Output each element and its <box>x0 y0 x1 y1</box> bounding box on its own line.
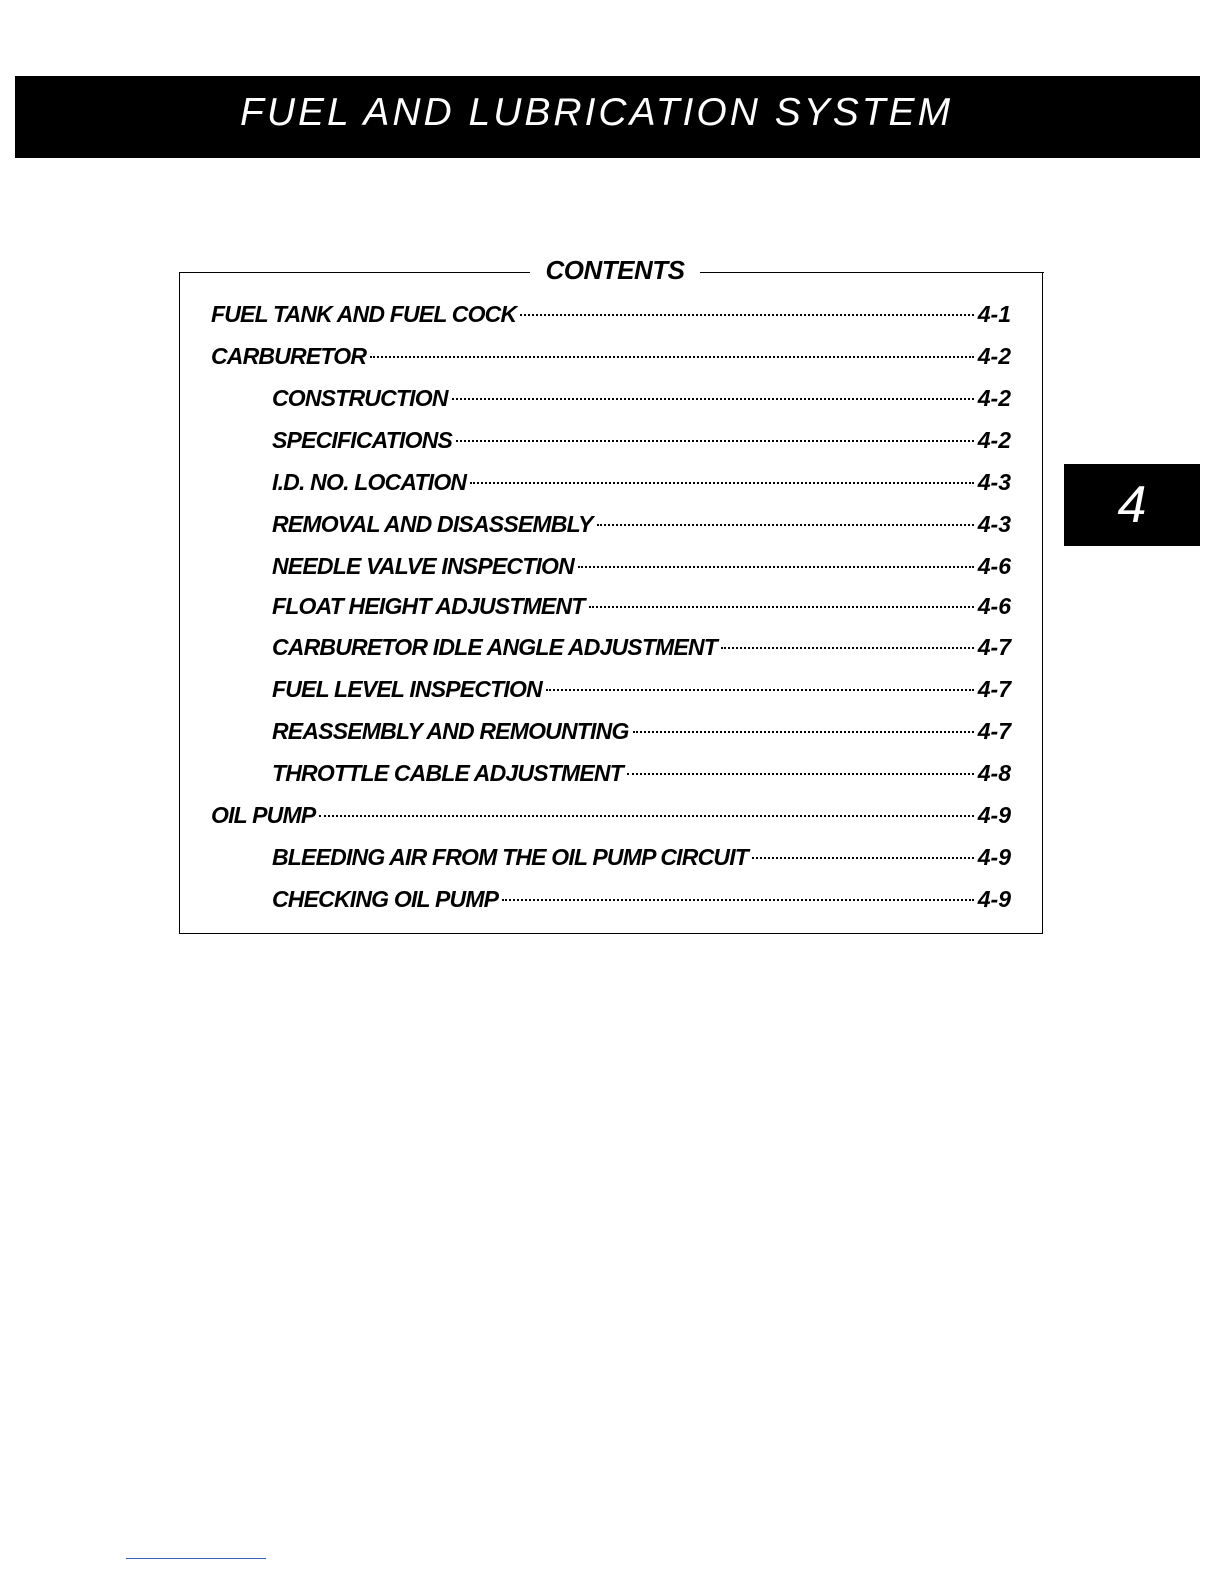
toc-entry-label: CARBURETOR IDLE ANGLE ADJUSTMENT <box>272 634 718 660</box>
toc-border-right <box>692 272 1044 273</box>
toc-entry[interactable] <box>272 759 1011 787</box>
toc-dot-leader <box>721 647 974 649</box>
toc-entry-page: 4-2 <box>977 427 1011 453</box>
toc-entry[interactable] <box>211 342 1011 370</box>
chapter-title: FUEL AND LUBRICATION SYSTEM <box>240 91 954 134</box>
toc-entry-label: BLEEDING AIR FROM THE OIL PUMP CIRCUIT <box>272 844 749 870</box>
toc-entry-page: 4-9 <box>977 844 1011 870</box>
toc-entry-label: CARBURETOR <box>211 343 367 369</box>
toc-heading: CONTENTS <box>530 255 700 285</box>
chapter-number: 4 <box>1117 476 1147 534</box>
toc-entry[interactable] <box>272 592 1011 620</box>
toc-entry[interactable] <box>272 426 1011 454</box>
toc-dot-leader <box>502 899 974 901</box>
chapter-number-tab <box>1064 464 1200 546</box>
toc-dot-leader <box>627 773 974 775</box>
toc-entry[interactable] <box>272 384 1011 412</box>
toc-dot-leader <box>470 482 974 484</box>
toc-entry-page: 4-3 <box>977 469 1011 495</box>
toc-entry-page: 4-6 <box>977 553 1011 579</box>
toc-entry-page: 4-7 <box>977 718 1011 744</box>
toc-entry-page: 4-3 <box>977 511 1011 537</box>
toc-entry-page: 4-6 <box>977 593 1011 619</box>
toc-entry-label: SPECIFICATIONS <box>272 427 453 453</box>
toc-dot-leader <box>452 398 974 400</box>
toc-entry[interactable] <box>272 510 1011 538</box>
toc-entry-label: REASSEMBLY AND REMOUNTING <box>272 718 629 744</box>
toc-dot-leader <box>589 606 974 608</box>
toc-entry[interactable] <box>272 675 1011 703</box>
toc-dot-leader <box>319 815 973 817</box>
toc-entry-label: REMOVAL AND DISASSEMBLY <box>272 511 593 537</box>
toc-dot-leader <box>546 689 974 691</box>
toc-entry[interactable] <box>272 843 1011 871</box>
table-of-contents <box>179 255 1043 934</box>
toc-entry[interactable] <box>272 468 1011 496</box>
toc-entry-page: 4-7 <box>977 634 1011 660</box>
toc-entry-page: 4-2 <box>977 343 1011 369</box>
toc-dot-leader <box>597 524 974 526</box>
toc-entry-page: 4-1 <box>977 301 1011 327</box>
toc-border-left <box>179 272 533 273</box>
toc-dot-leader <box>370 356 974 358</box>
toc-dot-leader <box>578 566 974 568</box>
toc-entry-label: FUEL LEVEL INSPECTION <box>272 676 542 702</box>
toc-entry-label: FUEL TANK AND FUEL COCK <box>211 301 517 327</box>
toc-entry[interactable] <box>272 885 1011 913</box>
toc-dot-leader <box>633 731 974 733</box>
toc-dot-leader <box>456 440 974 442</box>
toc-entry-label: CONSTRUCTION <box>272 385 448 411</box>
toc-entry[interactable] <box>272 552 1011 580</box>
toc-entry[interactable] <box>272 717 1011 745</box>
toc-entry-label: NEEDLE VALVE INSPECTION <box>272 553 574 579</box>
toc-entry-page: 4-9 <box>977 886 1011 912</box>
toc-entry[interactable] <box>211 300 1011 328</box>
toc-dot-leader <box>520 314 973 316</box>
toc-entry-page: 4-9 <box>977 802 1011 828</box>
toc-entry-page: 4-7 <box>977 676 1011 702</box>
toc-entry-label: THROTTLE CABLE ADJUSTMENT <box>272 760 623 786</box>
toc-entry[interactable] <box>272 633 1011 661</box>
toc-entry-page: 4-8 <box>977 760 1011 786</box>
footer-rule <box>126 1558 266 1559</box>
toc-entry-label: FLOAT HEIGHT ADJUSTMENT <box>272 593 585 619</box>
toc-entry-label: OIL PUMP <box>211 802 316 828</box>
toc-entry[interactable] <box>211 801 1011 829</box>
toc-entry-label: I.D. NO. LOCATION <box>272 469 467 495</box>
toc-dot-leader <box>752 857 974 859</box>
toc-entry-page: 4-2 <box>977 385 1011 411</box>
toc-entry-label: CHECKING OIL PUMP <box>272 886 499 912</box>
